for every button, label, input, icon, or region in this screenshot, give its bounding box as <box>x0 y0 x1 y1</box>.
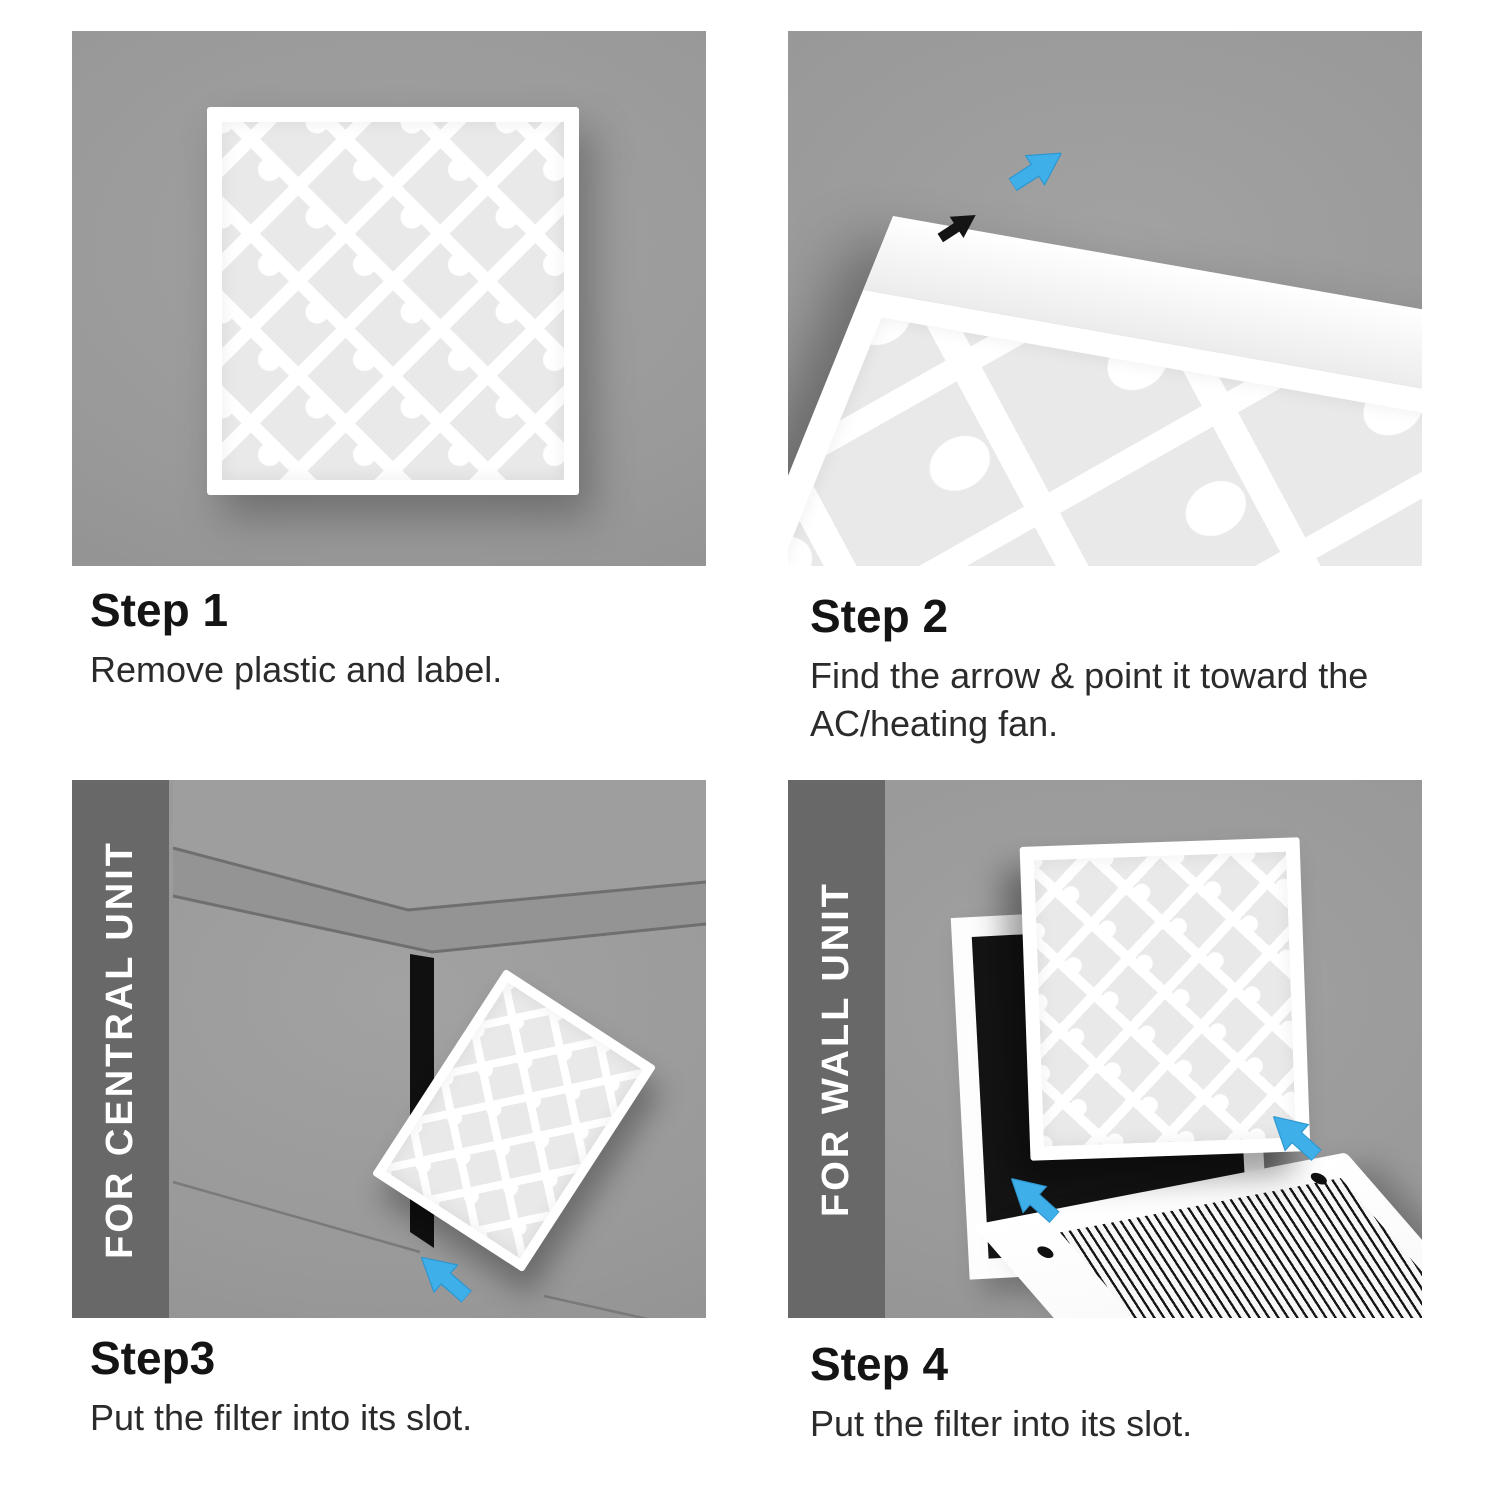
filter-lattice <box>1034 852 1296 1147</box>
step-3-description: Put the filter into its slot. <box>90 1397 473 1439</box>
step-2-title: Step 2 <box>810 590 949 642</box>
tilted-air-filter-graphic <box>788 216 1422 566</box>
banner-for-central-unit <box>72 780 169 1318</box>
unit-bottom-line <box>173 1182 420 1252</box>
step-3-title: Step3 <box>90 1332 216 1384</box>
step-1-illustration <box>72 31 706 566</box>
step-1-description: Remove plastic and label. <box>90 649 503 691</box>
grille-louvers <box>1060 1178 1422 1318</box>
wall-corner-line <box>544 1296 706 1318</box>
air-filter-graphic <box>1020 837 1311 1161</box>
screw-icon <box>1034 1245 1057 1259</box>
step-3-caption <box>90 1334 670 1442</box>
filter-lattice <box>222 122 564 480</box>
step-2-description: Find the arrow & point it toward the AC/heating fan. <box>810 655 1369 745</box>
step-3-illustration <box>72 780 706 1318</box>
blue-direction-arrow-icon <box>1002 136 1072 201</box>
banner-label: FOR WALL UNIT <box>815 881 857 1217</box>
banner-label: FOR CENTRAL UNIT <box>99 839 141 1259</box>
step-2-caption <box>810 592 1390 748</box>
step-4-description: Put the filter into its slot. <box>810 1403 1193 1445</box>
step-1-caption <box>90 586 670 694</box>
step-1-title: Step 1 <box>90 584 229 636</box>
air-filter-graphic <box>207 107 579 495</box>
step-2-illustration <box>788 31 1422 566</box>
step-4-illustration <box>788 780 1422 1318</box>
step-4-caption <box>810 1340 1390 1448</box>
banner-for-wall-unit <box>788 780 885 1318</box>
step-4-title: Step 4 <box>810 1338 949 1390</box>
